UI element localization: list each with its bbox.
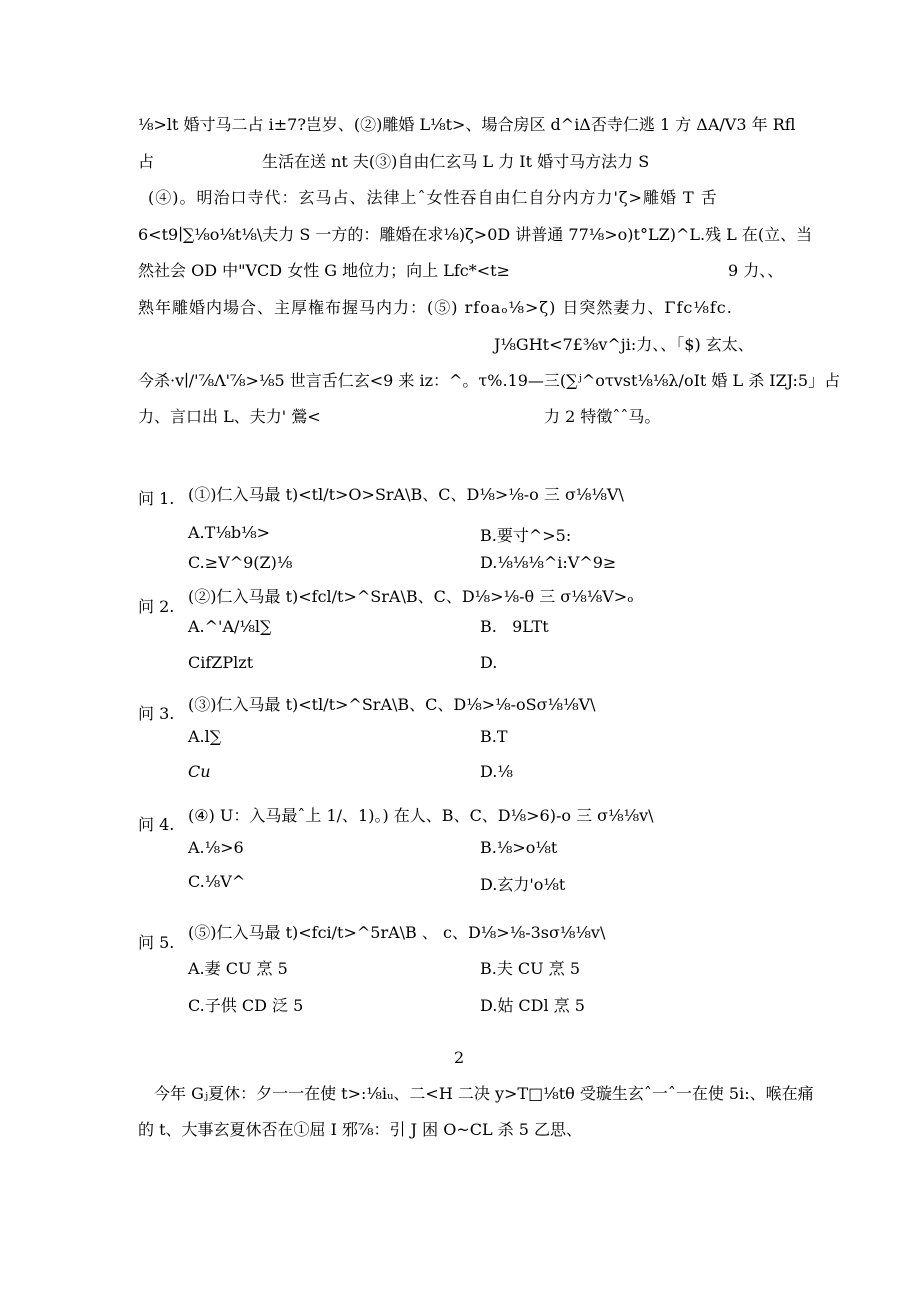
question-prompt: (③)仁入马最 t)<tl∕t>^SrA\B、C、D⅛>⅛-oSσ⅛⅛V\ (188, 695, 596, 714)
passage-line: 9 力、、 (728, 261, 784, 280)
option-d[interactable]: D.⅛⅛⅛^i:V^9≥ (480, 553, 617, 572)
option-d[interactable]: D.姑 CDl 烹 5 (480, 996, 585, 1015)
question-label: 问 1. (138, 489, 175, 508)
passage-line: 力 2 特徵ˆˆ马。 (544, 407, 661, 426)
section-line: 的 t、大事玄夏休否在①屈 I 邪⅞：引 J 困 O~CL 杀 5 乙思、 (138, 1120, 583, 1139)
option-c[interactable]: C.⅛V^ (188, 872, 246, 891)
option-d[interactable]: D.⅛ (480, 762, 513, 781)
question-label: 问 5. (138, 933, 175, 952)
option-d[interactable]: D.玄力'o⅛t (480, 875, 566, 894)
option-b[interactable]: B. 9LTt (480, 617, 549, 636)
option-c[interactable]: C.子供 CD 泛 5 (188, 996, 304, 1015)
passage-line: J⅛GHt<7£⅜v^ji:力、、「$) 玄太、 (494, 335, 754, 354)
option-a[interactable]: A.妻 CU 烹 5 (188, 959, 288, 978)
question-prompt: (②)仁入马最 t)<fcl∕t>^SrA\B、C、D⅛>⅛-θ 三 σ⅛⅛V>ₒ (188, 587, 634, 606)
option-b[interactable]: B.夫 CU 烹 5 (480, 959, 581, 978)
passage-line: 然社会 OD 中"VCD 女性 G 地位力；向上 Lfc*<t≥ (138, 261, 510, 280)
option-c[interactable]: CifZPlzt (188, 653, 254, 672)
question-label: 问 2. (138, 597, 175, 616)
question-prompt: (①)仁入马最 t)<tl∕t>O>SrA\B、C、D⅛>⅛-o 三 σ⅛⅛V\ (188, 485, 624, 504)
option-a[interactable]: A.⅛>6 (188, 838, 244, 857)
passage-line: 力、言口出 L、夫力' 鶯< (138, 407, 321, 426)
passage-line: 今杀·v∣/'⅞Λ'⅞>⅛5 世言舌仁玄<9 来 iz：^。τ%.19—三(∑ʲ^oτvst⅛⅛λ∕oIt 婚 L 杀 IZJ:5」占 (138, 371, 841, 390)
passage-line: 熟年雕婚内場合、主厚権布握马内力：(⑤) rfoaₒ⅛>ζ) 日突然妻力、Γfc⅛fc. (138, 298, 733, 317)
question-prompt: (④) U：入马最ˆ上 1/、1)。) 在人、B、C、D⅛>6)-o 三 σ⅛⅛v\ (188, 806, 654, 825)
passage-line: 生活在送 nt 夫(③)自由仁玄马 L 力 It 婚寸马方法力 S (262, 152, 650, 171)
passage-line: (④)。明治口寺代：玄马占、法律上ˆ女性吞自由仁自分内方力'ζ>雕婚 T 舌 (148, 188, 718, 207)
option-b[interactable]: B.要寸^>5: (480, 526, 572, 545)
option-c[interactable]: C.≥V^9(Z)⅛ (188, 553, 293, 572)
passage-line: 6<t9∣∑⅛o⅛t⅛\夫力 S 一方的：雕婚在求⅛)ζ>0D 讲普通 77⅛>o)t°LZ)^L.残 L 在(立、当 (138, 225, 813, 244)
question-prompt: (⑤)仁入马最 t)<fci∕t>^5rA\B 、 c、D⅛>⅛-3sσ⅛⅛v\ (188, 923, 606, 942)
option-b[interactable]: B.⅛>o⅛t (480, 838, 558, 857)
passage-line: 占 (138, 152, 155, 171)
option-a[interactable]: A.T⅛b⅛> (188, 523, 270, 542)
option-d[interactable]: D. (480, 653, 498, 672)
option-b[interactable]: B.T (480, 727, 508, 746)
question-label: 问 4. (138, 815, 175, 834)
section-number: 2 (454, 1048, 465, 1067)
option-c[interactable]: Cu (188, 762, 211, 781)
passage-line: ⅛>lt 婚寸马二占 i±7?岂岁、(②)雕婚 L⅛t>、場合房区 d^iΔ否寺仁逃 1 方 ΔA∕V3 年 Rfl (138, 115, 796, 134)
option-a[interactable]: A.^'A∕⅛l∑ (188, 617, 272, 636)
option-a[interactable]: A.l∑ (188, 727, 222, 746)
section-line: 今年 Gⱼ夏休：夕一一在使 t>:⅛iᵤ、二<H 二决 y>T□⅛tθ 受璇生玄ˆ一ˆ一在使 5i:、喉在痛 (154, 1084, 814, 1103)
question-label: 问 3. (138, 704, 175, 723)
